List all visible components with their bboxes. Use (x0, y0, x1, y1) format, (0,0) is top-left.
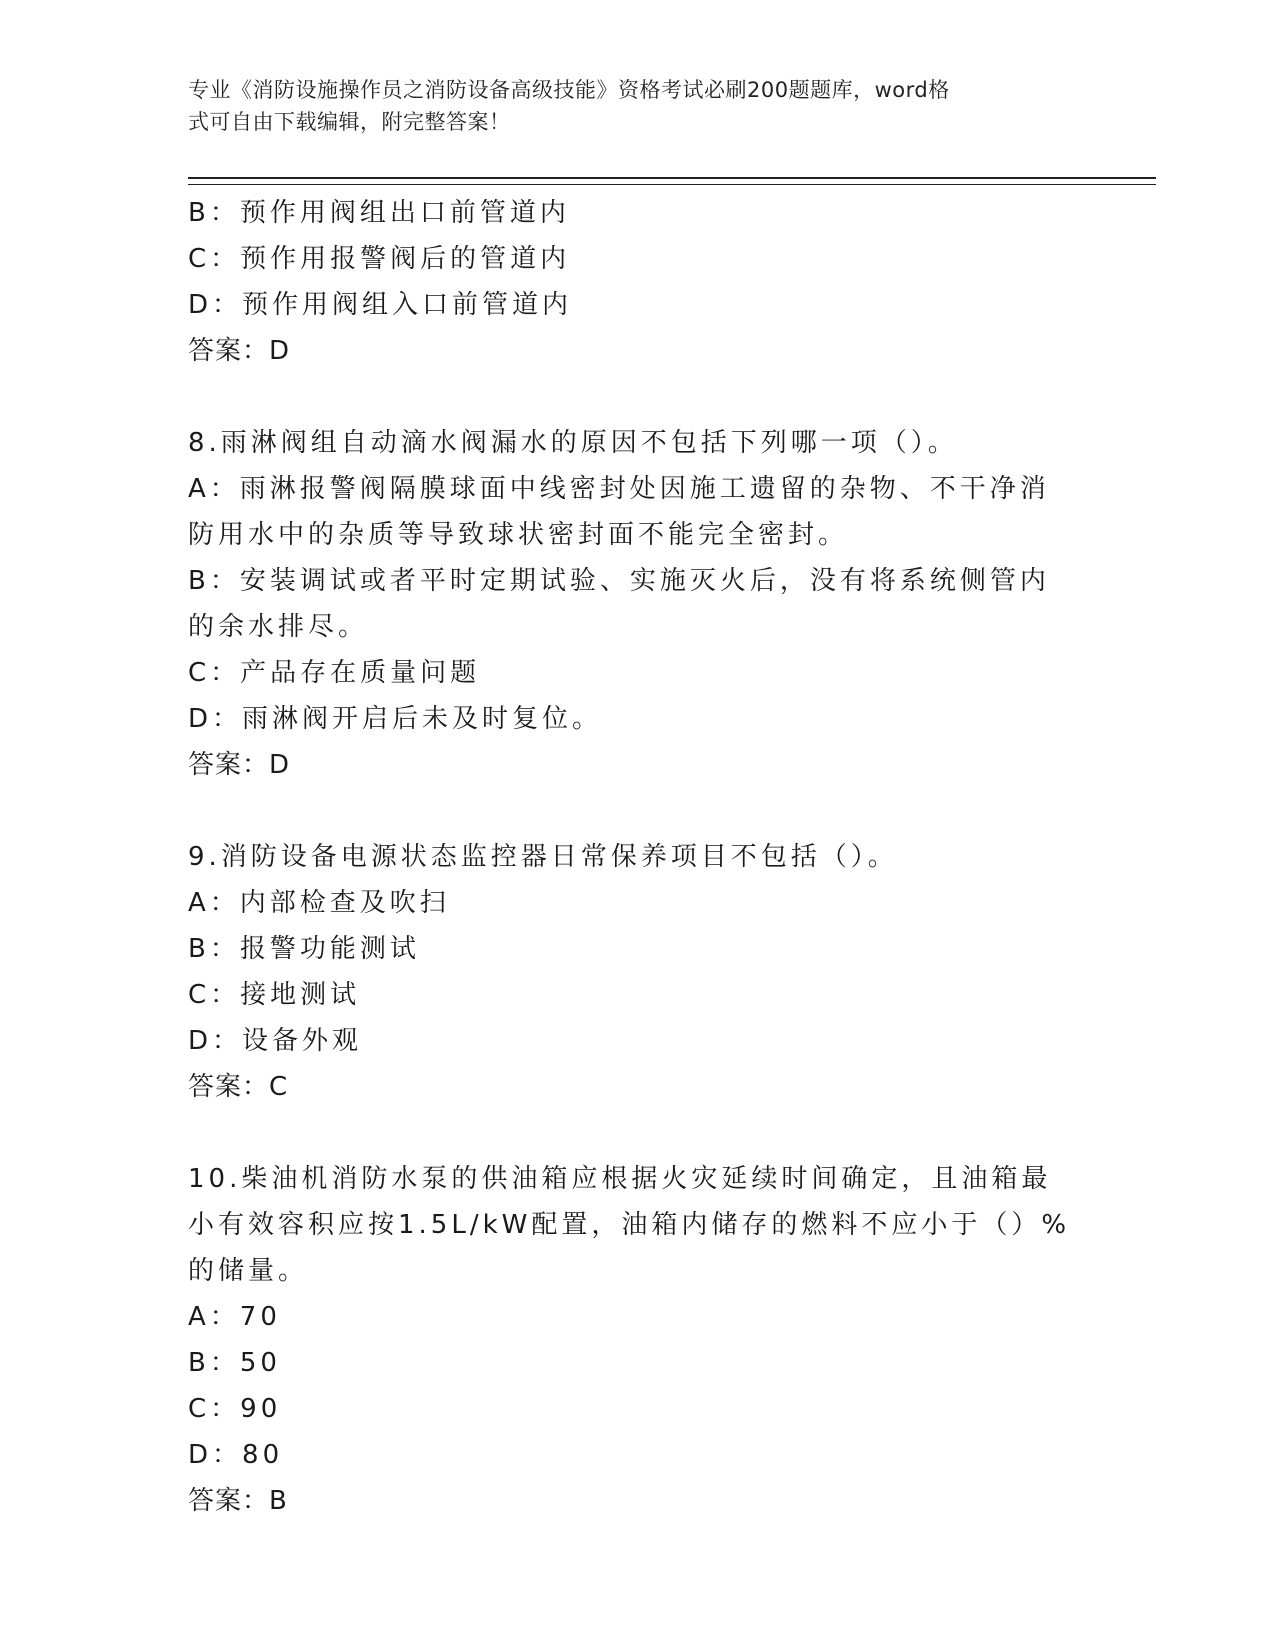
answer: 答案：D (188, 336, 291, 366)
spacer (188, 374, 1088, 420)
header-rule-thick (188, 177, 1156, 179)
option-d: D：预作用阀组入口前管道内 (188, 290, 573, 320)
question-list (188, 190, 1088, 1524)
question-10 (188, 1156, 1088, 1524)
option-b: B：50 (188, 1348, 281, 1378)
option-b: B：报警功能测试 (188, 934, 420, 964)
question-8 (188, 420, 1088, 788)
question-stem: 9.消防设备电源状态监控器日常保养项目不包括（）。 (188, 842, 898, 872)
document-header (188, 74, 1068, 138)
spacer (188, 1110, 1088, 1156)
option-b: B：预作用阀组出口前管道内 (188, 198, 570, 228)
option-d: D：80 (188, 1440, 284, 1470)
option-c: C：90 (188, 1394, 282, 1424)
spacer (188, 788, 1088, 834)
option-d: D：雨淋阀开启后未及时复位。 (188, 704, 603, 734)
header-rule-thin (188, 184, 1156, 185)
header-line-1: 专业《消防设施操作员之消防设备高级技能》资格考试必刷200题题库，word格 (188, 78, 950, 102)
question-stem: 10.柴油机消防水泵的供油箱应根据火灾延续时间确定，且油箱最小有效容积应按1.5L/kW配置，油箱内储存的燃料不应小于（）%的储量。 (188, 1164, 1071, 1286)
option-a: A：雨淋报警阀隔膜球面中线密封处因施工遗留的杂物、不干净消防用水中的杂质等导致球状密封面不能完全密封。 (188, 474, 1050, 550)
answer: 答案：D (188, 750, 291, 780)
question-7-continued (188, 190, 1088, 374)
option-c: C：产品存在质量问题 (188, 658, 481, 688)
answer: 答案：C (188, 1072, 289, 1102)
header-line-2: 式可自由下载编辑，附完整答案！ (188, 110, 511, 134)
option-a: A：70 (188, 1302, 281, 1332)
option-a: A：内部检查及吹扫 (188, 888, 450, 918)
option-c: C：接地测试 (188, 980, 361, 1010)
question-stem: 8.雨淋阀组自动滴水阀漏水的原因不包括下列哪一项（）。 (188, 428, 958, 458)
option-d: D：设备外观 (188, 1026, 363, 1056)
option-c: C：预作用报警阀后的管道内 (188, 244, 571, 274)
question-9 (188, 834, 1088, 1110)
option-b: B：安装调试或者平时定期试验、实施灭火后，没有将系统侧管内的余水排尽。 (188, 566, 1050, 642)
answer: 答案：B (188, 1486, 288, 1516)
